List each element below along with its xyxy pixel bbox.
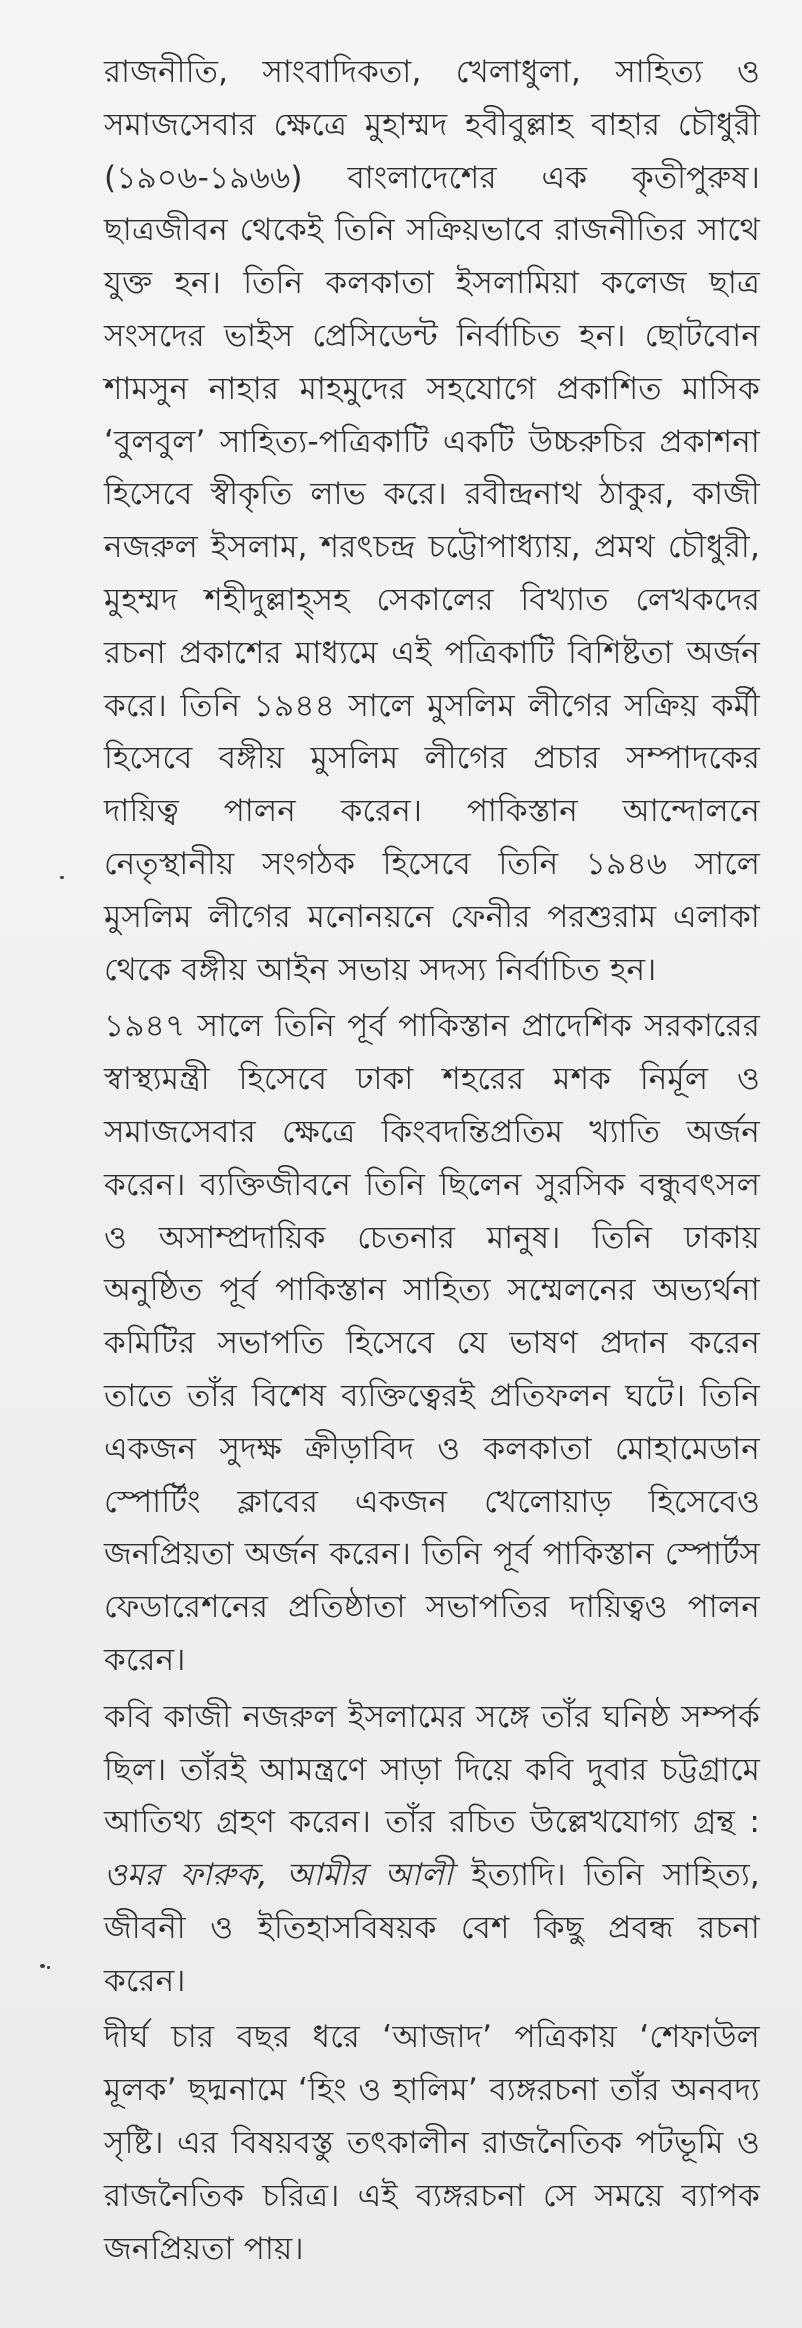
paragraph-text: রাজনীতি, সাংবাদিকতা, খেলাধুলা, সাহিত্য ও সমাজসেবার ক্ষেত্রে মুহাম্মদ হবীবুল্লাহ বাহার চৌধুরী (১৯০৬-১৯৬৬) বাংলাদেশের এক কৃতীপুরুষ। ছাত্রজীবন থেকেই তিনি সক্রিয়ভাবে রাজনীতির সাথে যুক্ত হন। তিনি কলকাতা ইসলামিয়া কলেজ ছাত্র সংসদের ভাইস প্রেসিডেন্ট নির্বাচিত হন। ছোটবোন শামসুন নাহার মাহমুদের সহযোগে প্রকাশিত মাসিক ‘বুলবুল’ সাহিত্য-পত্রিকাটি একটি উচ্চরুচির প্রকাশনা হিসেবে স্বীকৃতি লাভ করে। রবীন্দ্রনাথ ঠাকুর, কাজী নজরুল ইসলাম, শরৎচন্দ্র চট্টোপাধ্যায়, প্রমথ চৌধুরী, মুহম্মদ শহীদুল্লাহ্সহ সেকালের বিখ্যাত লেখকদের রচনা প্রকাশের মাধ্যমে এই পত্রিকাটি বিশিষ্টতা অর্জন করে। তিনি ১৯৪৪ সালে মুসলিম লীগের সক্রিয় কর্মী হিসেবে বঙ্গীয় মুসলিম লীগের প্রচার সম্পাদকের দায়িত্ব পালন করেন। পাকিস্তান আন্দোলনে নেতৃস্থানীয় সংগঠক হিসেবে তিনি ১৯৪৬ সালে মুসলিম লীগের মনোনয়নে ফেনীর পরশুরাম এলাকা থেকে বঙ্গীয় আইন সভায় সদস্য নির্বাচিত হন। (104, 54, 760, 988)
paragraph-politics (104, 46, 760, 996)
ink-speck (60, 876, 64, 879)
paragraph-text: ইত্যাদি। তিনি সাহিত্য, জীবনী ও ইতিহাসবিষয়ক বেশ কিছু প্রবন্ধ রচনা করেন। (104, 1857, 760, 1999)
biography-text (104, 46, 760, 2275)
paragraph-text: দীর্ঘ চার বছর ধরে ‘আজাদ’ পত্রিকায় ‘শেফাউল মূলক’ ছদ্মনামে ‘হিং ও হালিম’ ব্যঙ্গরচনা তাঁর অনবদ্য সৃষ্টি। এর বিষয়বস্তু তৎকালীন রাজনৈতিক পটভূমি ও রাজনৈতিক চরিত্র। এই ব্যঙ্গরচনা সে সময়ে ব্যাপক জনপ্রিয়তা পায়। (104, 2019, 760, 2267)
paragraph-nazrul-relation (104, 1691, 760, 2008)
ink-speck (40, 1964, 45, 1968)
paragraph-health-minister (104, 1000, 760, 1686)
paragraph-text: ১৯৪৭ সালে তিনি পূর্ব পাকিস্তান প্রাদেশিক সরকারের স্বাস্থ্যমন্ত্রী হিসেবে ঢাকা শহরের মশক নির্মূল ও সমাজসেবার ক্ষেত্রে কিংবদন্তিপ্রতিম খ্যাতি অর্জন করেন। ব্যক্তিজীবনে তিনি ছিলেন সুরসিক বন্ধুবৎসল ও অসাম্প্রদায়িক চেতনার মানুষ। তিনি ঢাকায় অনুষ্ঠিত পূর্ব পাকিস্তান সাহিত্য সম্মেলনের অভ্যর্থনা কমিটির সভাপতি হিসেবে যে ভাষণ প্রদান করেন তাতে তাঁর বিশেষ ব্যক্তিত্বেরই প্রতিফলন ঘটে। তিনি একজন সুদক্ষ ক্রীড়াবিদ ও কলকাতা মোহামেডান স্পোর্টিং ক্লাবের একজন খেলোয়াড় হিসেবেও জনপ্রিয়তা অর্জন করেন। তিনি পূর্ব পাকিস্তান স্পোর্টস ফেডারেশনের প্রতিষ্ঠাতা সভাপতির দায়িত্বও পালন করেন। (104, 1008, 760, 1678)
book-titles: ওমর ফারুক, আমীর আলী (104, 1857, 454, 1894)
paragraph-text: কবি কাজী নজরুল ইসলামের সঙ্গে তাঁর ঘনিষ্ঠ সম্পর্ক ছিল। তাঁরই আমন্ত্রণে সাড়া দিয়ে কবি দুবার চট্টগ্রামে আতিথ্য গ্রহণ করেন। তাঁর রচিত উল্লেখযোগ্য গ্রন্থ : (104, 1698, 760, 1841)
paragraph-satire (104, 2011, 760, 2275)
ink-speck (47, 1966, 50, 1969)
